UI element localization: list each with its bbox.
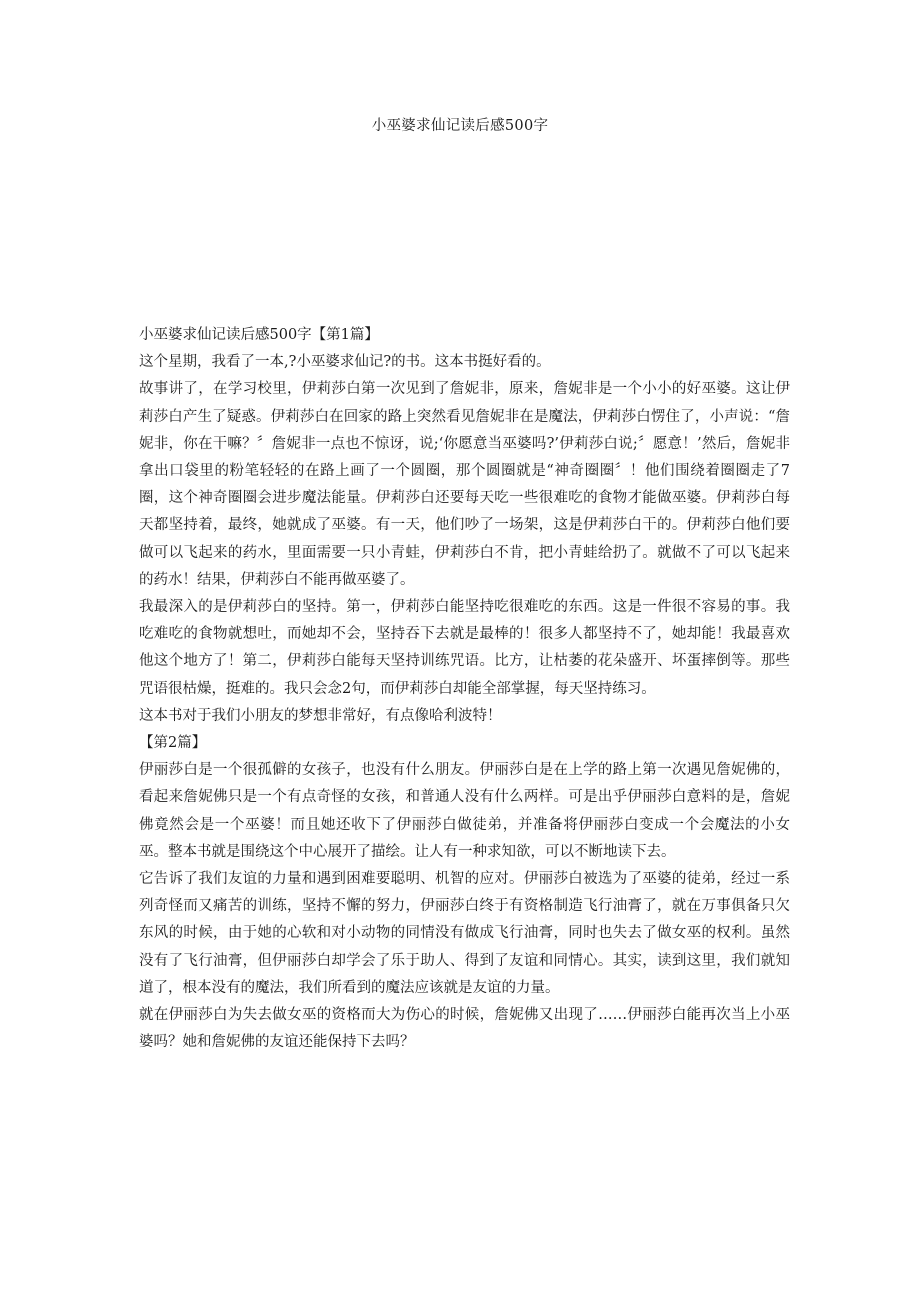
paragraph: 这本书对于我们小朋友的梦想非常好，有点像哈利波特！: [139, 707, 502, 724]
paragraph: 就在伊丽莎白为失去做女巫的资格而大为伤心的时候，詹妮佛又出现了……伊丽莎白能再次当上小巫婆吗？她和詹妮佛的友谊还能保持下去吗？: [139, 1007, 790, 1051]
paragraph: 我最深入的是伊莉莎白的坚持。第一，伊莉莎白能坚持吃很难吃的东西。这是一件很不容易的事。我吃难吃的食物就想吐，而她却不会，坚持吞下去就是最棒的！很多人都坚持不了，她却能！我最喜欢他这个地方了！第二，伊莉莎白能每天坚持训练咒语。比方，让枯萎的花朵盛开、坏蛋摔倒等。那些咒语很枯燥，挺难的。我只会念2句，而伊莉莎白却能全部掌握，每天坚持练习。: [139, 599, 790, 697]
section-1-heading: 小巫婆求仙记读后感500字【第1篇】: [139, 327, 379, 343]
paragraph: 伊丽莎白是一个很孤僻的女孩子，也没有什么朋友。伊丽莎白是在上学的路上第一次遇见詹妮佛的，看起来詹妮佛只是一个有点奇怪的女孩，和普通人没有什么两样。可是出乎伊丽莎白意料的是，詹妮佛竟然会是一个巫婆！而且她还收下了伊丽莎白做徒弟，并准备将伊丽莎白变成一个会魔法的小女巫。整本书就是围绕这个中心展开了描绘。让人有一种求知欲，可以不断地读下去。: [139, 762, 790, 860]
document-title: 小巫婆求仙记读后感500字: [371, 118, 549, 134]
paragraph: 它告诉了我们友谊的力量和遇到困难要聪明、机智的应对。伊丽莎白被选为了巫婆的徒弟，经过一系列奇怪而又痛苦的训练，坚持不懈的努力，伊丽莎白终于有资格制造飞行油膏了，就在万事俱备只欠东风的时候，由于她的心软和对小动物的同情没有做成飞行油膏，同时也失去了做女巫的权利。虽然没有了飞行油膏，但伊丽莎白却学会了乐于助人、得到了友谊和同情心。其实，读到这里，我们就知道了，根本没有的魔法，我们所看到的魔法应该就是友谊的力量。: [139, 871, 790, 996]
section-2-heading: 【第2篇】: [139, 735, 207, 752]
paragraph: 这个星期，我看了一本,?小巫婆求仙记?的书。这本书挺好看的。: [139, 354, 551, 371]
document-body: [139, 322, 790, 1056]
paragraph: 故事讲了，在学习校里，伊莉莎白第一次见到了詹妮非，原来，詹妮非是一个小小的好巫婆。这让伊莉莎白产生了疑惑。伊莉莎白在回家的路上突然看见詹妮非在是魔法，伊莉莎白愣住了，小声说：“詹妮非，你在干嘛？〞詹妮非一点也不惊讶，说;‘你愿意当巫婆吗?’伊莉莎白说;〞愿意！’然后，詹妮非拿出口袋里的粉笔轻轻的在路上画了一个圆圈，那个圆圈就是“神奇圈圈〞！他们围绕着圈圈走了7圈，这个神奇圈圈会进步魔法能量。伊莉莎白还要每天吃一些很难吃的食物才能做巫婆。伊莉莎白每天都坚持着，最终，她就成了巫婆。有一天，他们吵了一场架，这是伊莉莎白干的。伊莉莎白他们要做可以飞起来的药水，里面需要一只小青蛙，伊莉莎白不肯，把小青蛙给扔了。就做不了可以飞起来的药水！结果，伊莉莎白不能再做巫婆了。: [139, 381, 790, 588]
